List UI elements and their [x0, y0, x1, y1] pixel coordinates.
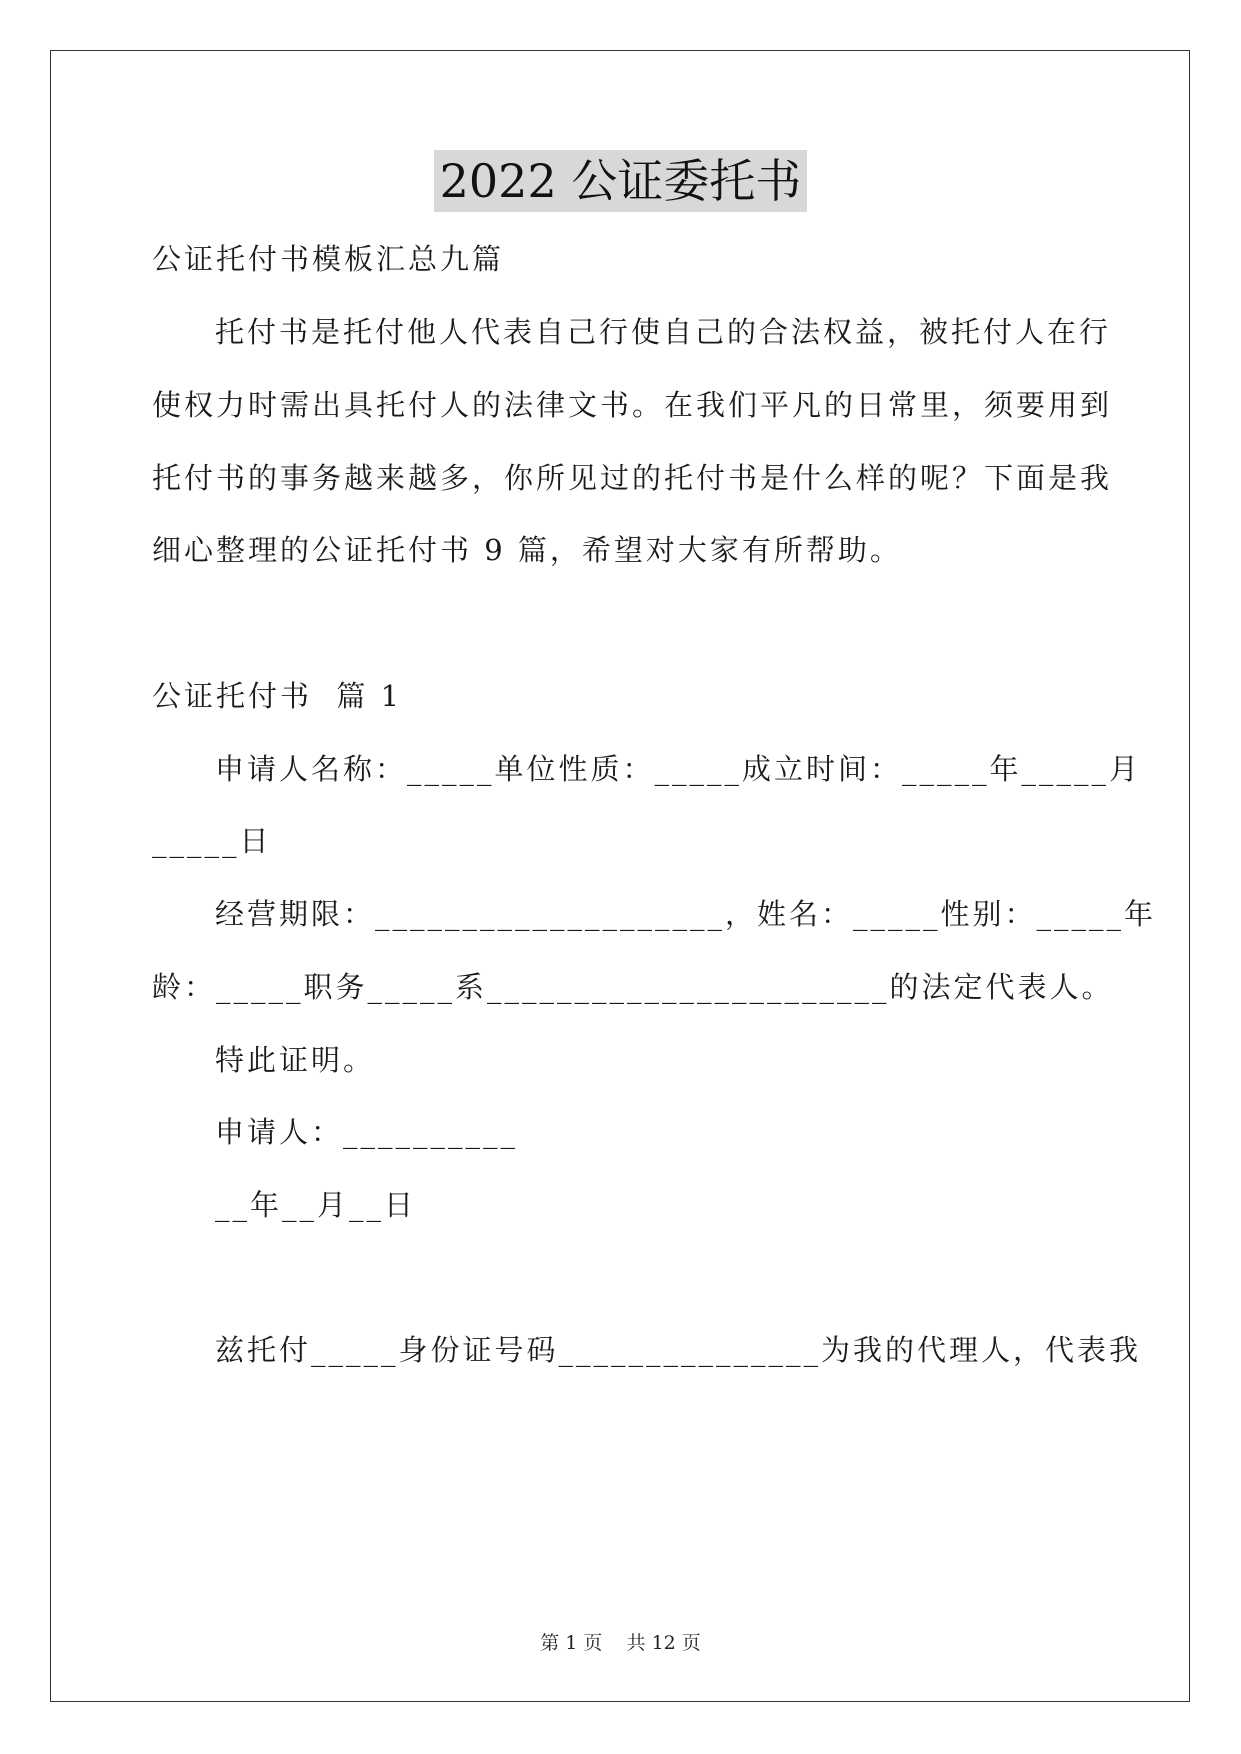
- document-subtitle: 公证托付书模板汇总九篇: [152, 242, 505, 276]
- page-border: [50, 50, 1190, 1702]
- form-line: 经营期限：____________________，姓名：_____性别：_____年: [215, 897, 1157, 931]
- intro-line: 使权力时需出具托付人的法律文书。在我们平凡的日常里，须要用到: [152, 388, 1113, 422]
- form-line: 特此证明。: [215, 1043, 376, 1077]
- document-title: 2022 公证委托书: [434, 150, 808, 212]
- intro-line: 托付书是托付他人代表自己行使自己的合法权益，被托付人在行: [215, 315, 1112, 349]
- form-line: 龄：_____职务_____系_______________________的法定代表人。: [152, 970, 1114, 1004]
- intro-line: 细心整理的公证托付书 9 篇，希望对大家有所帮助。: [152, 533, 902, 567]
- page-number: 第 1 页 共 12 页: [540, 1632, 701, 1654]
- form-line: 申请人名称：_____单位性质：_____成立时间：_____年_____月: [215, 752, 1142, 786]
- section-heading: 公证托付书 篇 1: [152, 679, 403, 713]
- form-line: _____日: [152, 824, 272, 858]
- intro-line: 托付书的事务越来越多，你所见过的托付书是什么样的呢？下面是我: [152, 461, 1113, 495]
- form-line: 申请人：__________: [215, 1115, 519, 1149]
- title-container: [0, 150, 1241, 212]
- form-line: 兹托付_____身份证号码_______________为我的代理人，代表我: [215, 1333, 1142, 1367]
- form-line: __年__月__日: [215, 1188, 417, 1222]
